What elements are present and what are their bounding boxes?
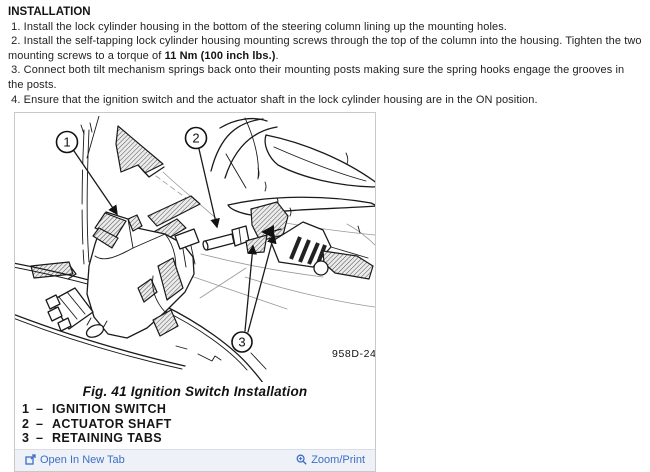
- step-2-period: .: [275, 49, 279, 62]
- zoom-print-link[interactable]: [296, 454, 365, 466]
- drawing-wrap: [15, 116, 375, 382]
- open-in-new-tab-icon: [25, 454, 36, 465]
- callout-3-number: 3: [238, 334, 246, 350]
- ignition-switch-drawing: [15, 116, 375, 382]
- callout-2-number: 2: [192, 130, 200, 146]
- legend-label: ACTUATOR SHAFT: [52, 416, 172, 431]
- legend-label: RETAINING TABS: [52, 431, 162, 446]
- legend-num: 2: [22, 416, 30, 431]
- installation-step-4: 4. Ensure that the ignition switch and the actuator shaft in the lock cylinder housing are in the ON position.: [8, 93, 538, 106]
- callout-2: [186, 128, 218, 228]
- legend-label: IGNITION SWITCH: [52, 402, 167, 416]
- legend-item: [22, 417, 375, 432]
- callout-3: [198, 235, 274, 369]
- open-in-new-tab-link[interactable]: [25, 454, 125, 466]
- torque-value: 11 Nm (100 inch lbs.): [164, 49, 276, 62]
- wiring-swoosh: [211, 118, 375, 235]
- installation-step-2: [8, 34, 645, 63]
- installation-step-3: 3. Connect both tilt mechanism springs back onto their mounting posts making sure the spring hooks engage the grooves in the posts.: [8, 64, 628, 91]
- magnifier-icon: [296, 454, 307, 465]
- figure-actions-bar: [15, 449, 375, 471]
- legend-num: 1: [22, 402, 30, 416]
- drawing-code-label: 958D-24: [332, 348, 375, 360]
- legend-dash: –: [36, 402, 44, 416]
- legend-dash: –: [36, 416, 44, 431]
- legend-num: 3: [22, 431, 30, 446]
- installation-step-1: 1. Install the lock cylinder housing in the bottom of the steering column lining up the mounting holes.: [8, 20, 507, 33]
- electrical-connector: [46, 288, 93, 331]
- figure-caption: Fig. 41 Ignition Switch Installation: [82, 384, 308, 399]
- step-2-text: 2. Install the self-tapping lock cylinder housing mounting screws through the top of the column into the housing. Tighten the two mounting screws to a torque of: [8, 35, 645, 62]
- legend-dash: –: [36, 431, 44, 446]
- callout-1-number: 1: [63, 134, 71, 150]
- figure-legend: [15, 400, 375, 448]
- section-title: INSTALLATION: [8, 6, 91, 18]
- zoom-print-label: Zoom/Print: [311, 453, 365, 466]
- legend-item: [22, 431, 375, 446]
- housing-knob: [314, 261, 328, 275]
- legend-item: [22, 402, 375, 417]
- open-in-new-tab-label: Open In New Tab: [40, 453, 125, 466]
- installation-instructions: [0, 0, 650, 107]
- housing-hatched-band: [323, 251, 373, 279]
- figure-panel: [14, 112, 376, 472]
